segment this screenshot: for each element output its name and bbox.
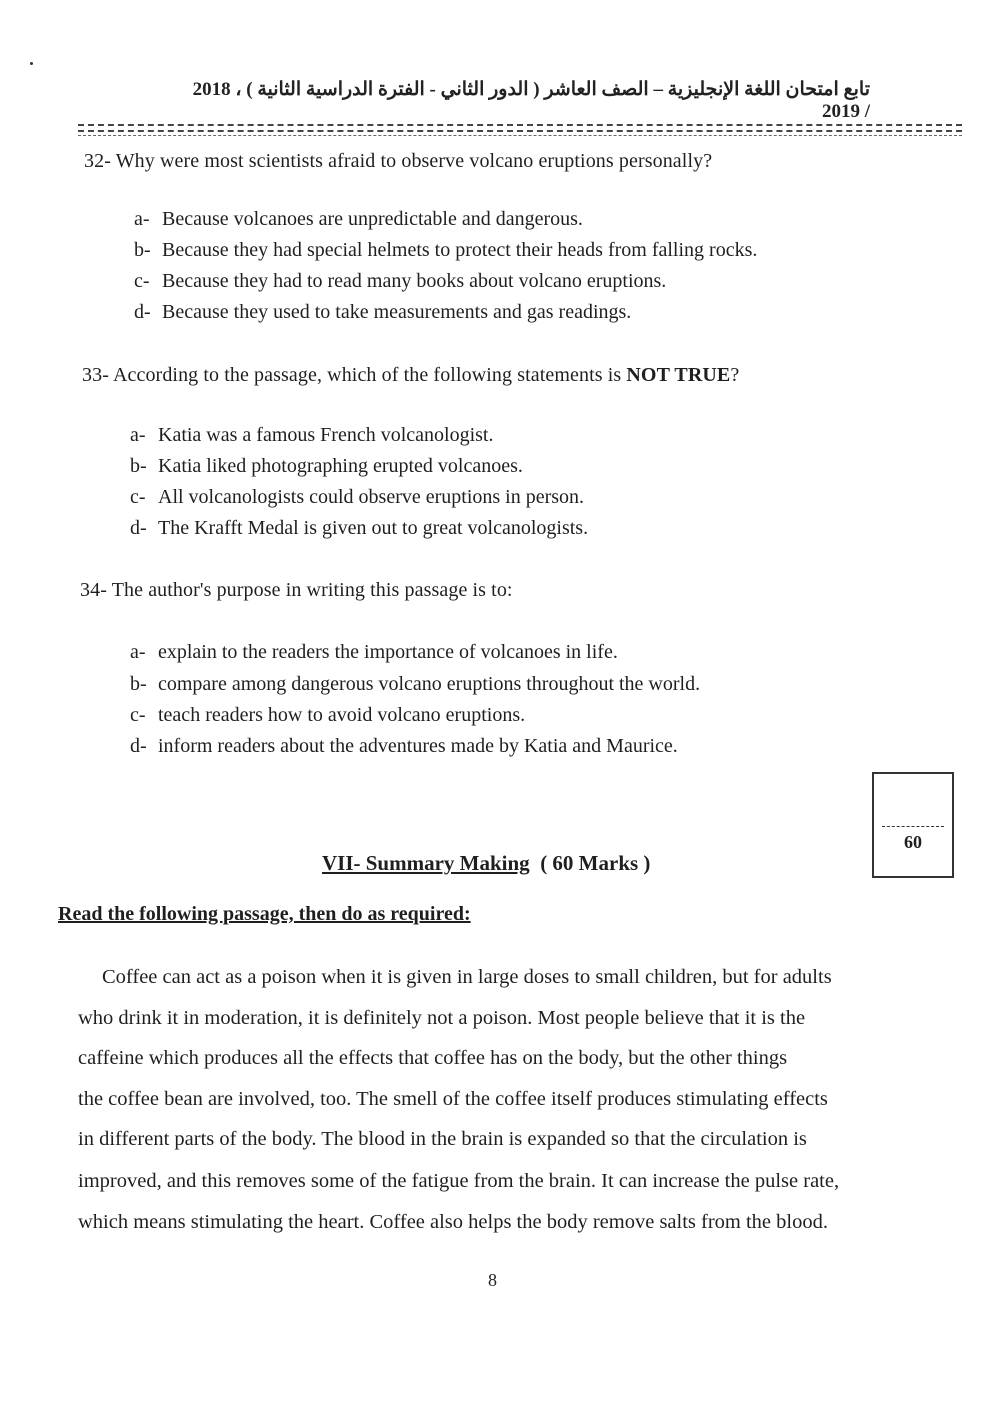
header-divider xyxy=(78,130,962,132)
score-box xyxy=(872,772,954,878)
option-text: Katia was a famous French volcanologist. xyxy=(158,424,494,446)
passage-line: caffeine which produces all the effects that coffee has on the body, but the other things xyxy=(78,1047,788,1069)
question-33-text: 33- According to the passage, which of the following statements is xyxy=(82,364,627,386)
option-text: inform readers about the adventures made by Katia and Maurice. xyxy=(158,735,678,757)
option-letter: d- xyxy=(130,735,147,757)
option-letter: c- xyxy=(130,486,146,508)
question-33-option-d xyxy=(130,517,588,540)
page-number: 8 xyxy=(488,1270,497,1290)
passage-line: improved, and this removes some of the fatigue from the brain. It can increase the pulse rate, xyxy=(78,1170,840,1192)
passage-line: who drink it in moderation, it is definitely not a poison. Most people believe that it is the xyxy=(78,1007,806,1029)
question-32-option-b xyxy=(134,239,757,262)
section-instruction: Read the following passage, then do as required: xyxy=(58,903,471,925)
score-blank-line xyxy=(882,826,944,827)
option-letter: d- xyxy=(134,301,151,323)
option-letter: c- xyxy=(134,270,150,292)
header-divider xyxy=(78,124,962,126)
question-34-option-d xyxy=(130,735,678,758)
option-text: Because they had special helmets to protect their heads from falling rocks. xyxy=(162,239,758,261)
question-33-option-c xyxy=(130,486,584,509)
question-33 xyxy=(82,364,739,387)
section-marks: ( 60 Marks ) xyxy=(540,851,651,875)
option-text: The Krafft Medal is given out to great volcanologists. xyxy=(158,517,589,539)
option-letter: b- xyxy=(130,455,147,477)
question-33-emphasis: NOT TRUE xyxy=(626,364,731,386)
exam-header: تابع امتحان اللغة الإنجليزية – الصف العاشر ( الدور الثاني - الفترة الدراسية الثانية ) ، 2018 / 2019 xyxy=(192,79,870,122)
passage-line: in different parts of the body. The blood in the brain is expanded so that the circulation is xyxy=(78,1128,807,1150)
option-letter: b- xyxy=(130,673,147,695)
score-total: 60 xyxy=(904,832,922,852)
question-34: 34- The author's purpose in writing this passage is to: xyxy=(80,579,513,601)
option-text: All volcanologists could observe eruptions in person. xyxy=(158,486,585,508)
option-letter: a- xyxy=(130,641,146,663)
question-32-option-c xyxy=(134,270,666,293)
scan-speck xyxy=(30,62,33,65)
option-text: Because they used to take measurements and gas readings. xyxy=(162,301,632,323)
question-33-mark: ? xyxy=(730,364,740,386)
header-divider xyxy=(78,135,962,136)
option-letter: c- xyxy=(130,704,146,726)
option-letter: b- xyxy=(134,239,151,261)
passage-line: the coffee bean are involved, too. The smell of the coffee itself produces stimulating effects xyxy=(78,1088,828,1110)
question-33-option-a xyxy=(130,424,493,447)
option-text: Katia liked photographing erupted volcanoes. xyxy=(158,455,523,477)
option-text: Because they had to read many books about volcano eruptions. xyxy=(162,270,667,292)
section-title-text: VII- Summary Making xyxy=(322,851,530,875)
question-32-option-d xyxy=(134,301,631,324)
option-text: compare among dangerous volcano eruptions throughout the world. xyxy=(158,673,701,695)
option-letter: d- xyxy=(130,517,147,539)
option-text: teach readers how to avoid volcano eruptions. xyxy=(158,704,526,726)
passage-line: Coffee can act as a poison when it is given in large doses to small children, but for adults xyxy=(102,966,832,988)
option-letter: a- xyxy=(134,208,150,230)
question-32-option-a xyxy=(134,208,583,231)
question-32: 32- Why were most scientists afraid to observe volcano eruptions personally? xyxy=(84,150,713,172)
passage-line: which means stimulating the heart. Coffee also helps the body remove salts from the blood. xyxy=(78,1211,828,1233)
question-34-option-c xyxy=(130,704,525,727)
option-letter: a- xyxy=(130,424,146,446)
question-33-option-b xyxy=(130,455,523,478)
question-34-option-b xyxy=(130,673,700,696)
section-title xyxy=(322,851,650,876)
option-text: explain to the readers the importance of volcanoes in life. xyxy=(158,641,618,663)
option-text: Because volcanoes are unpredictable and dangerous. xyxy=(162,208,583,230)
question-34-option-a xyxy=(130,641,618,664)
